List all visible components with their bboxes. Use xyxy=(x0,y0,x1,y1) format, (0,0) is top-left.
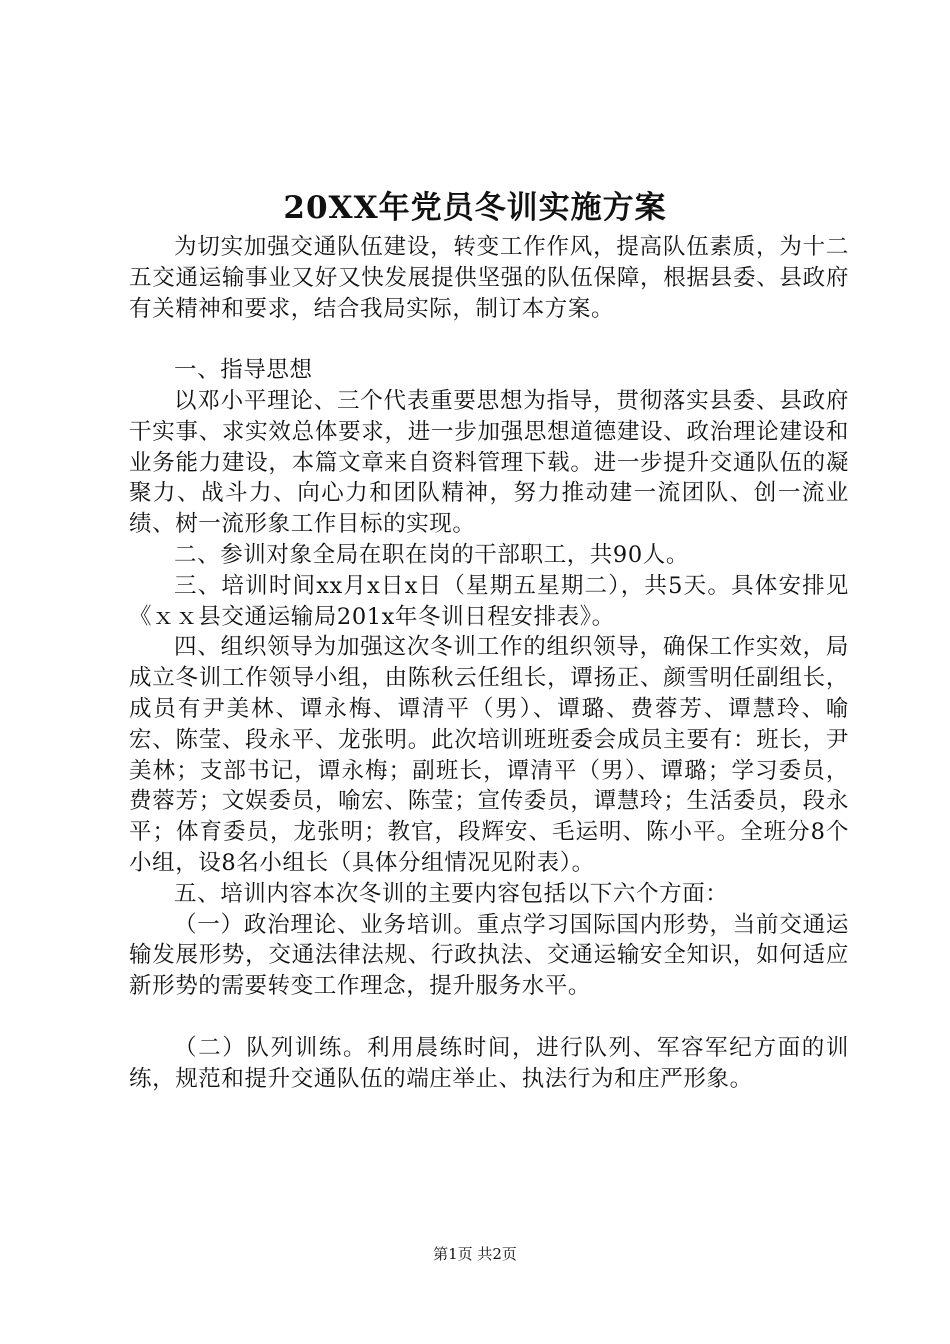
paragraph-content-item-2: （二）队列训练。利用晨练时间，进行队列、军容军纪方面的训练，规范和提升交通队伍的端庄举止、执法行为和庄严形象。 xyxy=(129,1034,849,1092)
document-body xyxy=(129,232,849,1094)
paragraph-training-content: 五、培训内容本次冬训的主要内容包括以下六个方面： xyxy=(174,880,729,907)
document-title: 20XX年党员冬训实施方案 xyxy=(283,190,667,226)
paragraph-organization: 四、组织领导为加强这次冬训工作的组织领导，确保工作实效，局成立冬训工作领导小组，由陈秋云任组长，谭扬正、颜雪明任副组长，成员有尹美林、谭永梅、谭清平（男）、谭璐、费蓉芳、谭慧玲、喻宏、陈莹、段永平、龙张明。此次培训班班委会成员主要有：班长，尹美林；支部书记，谭永梅；副班长，谭清平（男）、谭璐；学习委员，费蓉芳；文娱委员，喻宏、陈莹；宣传委员，谭慧玲；生活委员，段永平；体育委员，龙张明；教官，段辉安、毛运明、陈小平。全班分8个小组，设8名小组长（具体分组情况见附表）。 xyxy=(129,634,849,876)
page-number-footer: 第1页 共2页 xyxy=(433,1245,517,1263)
paragraph-intro: 为切实加强交通队伍建设，转变工作作风，提高队伍素质，为十二五交通运输事业又好又快发展提供坚强的队伍保障，根据县委、县政府有关精神和要求，结合我局实际，制订本方案。 xyxy=(129,234,849,322)
paragraph-participants: 二、参训对象全局在职在岗的干部职工，共90人。 xyxy=(174,541,689,568)
heading-guiding-ideology: 一、指导思想 xyxy=(174,357,313,384)
paragraph-content-item-1: （一）政治理论、业务培训。重点学习国际国内形势，当前交通运输发展形势，交通法律法规、行政执法、交通运输安全知识，如何适应新形势的需要转变工作理念，提升服务水平。 xyxy=(129,911,849,1000)
paragraph-guiding-ideology: 以邓小平理论、三个代表重要思想为指导，贯彻落实县委、县政府干实事、求实效总体要求，进一步加强思想道德建设、政治理论建设和业务能力建设，本篇文章来自资料管理下载。进一步提升交通队伍的凝聚力、战斗力、向心力和团队精神，努力推动建一流团队、创一流业绩、树一流形象工作目标的实现。 xyxy=(129,387,849,538)
paragraph-training-time: 三、培训时间xx月x日x日（星期五星期二），共5天。具体安排见《ｘｘ县交通运输局201x年冬训日程安排表》。 xyxy=(129,572,849,630)
